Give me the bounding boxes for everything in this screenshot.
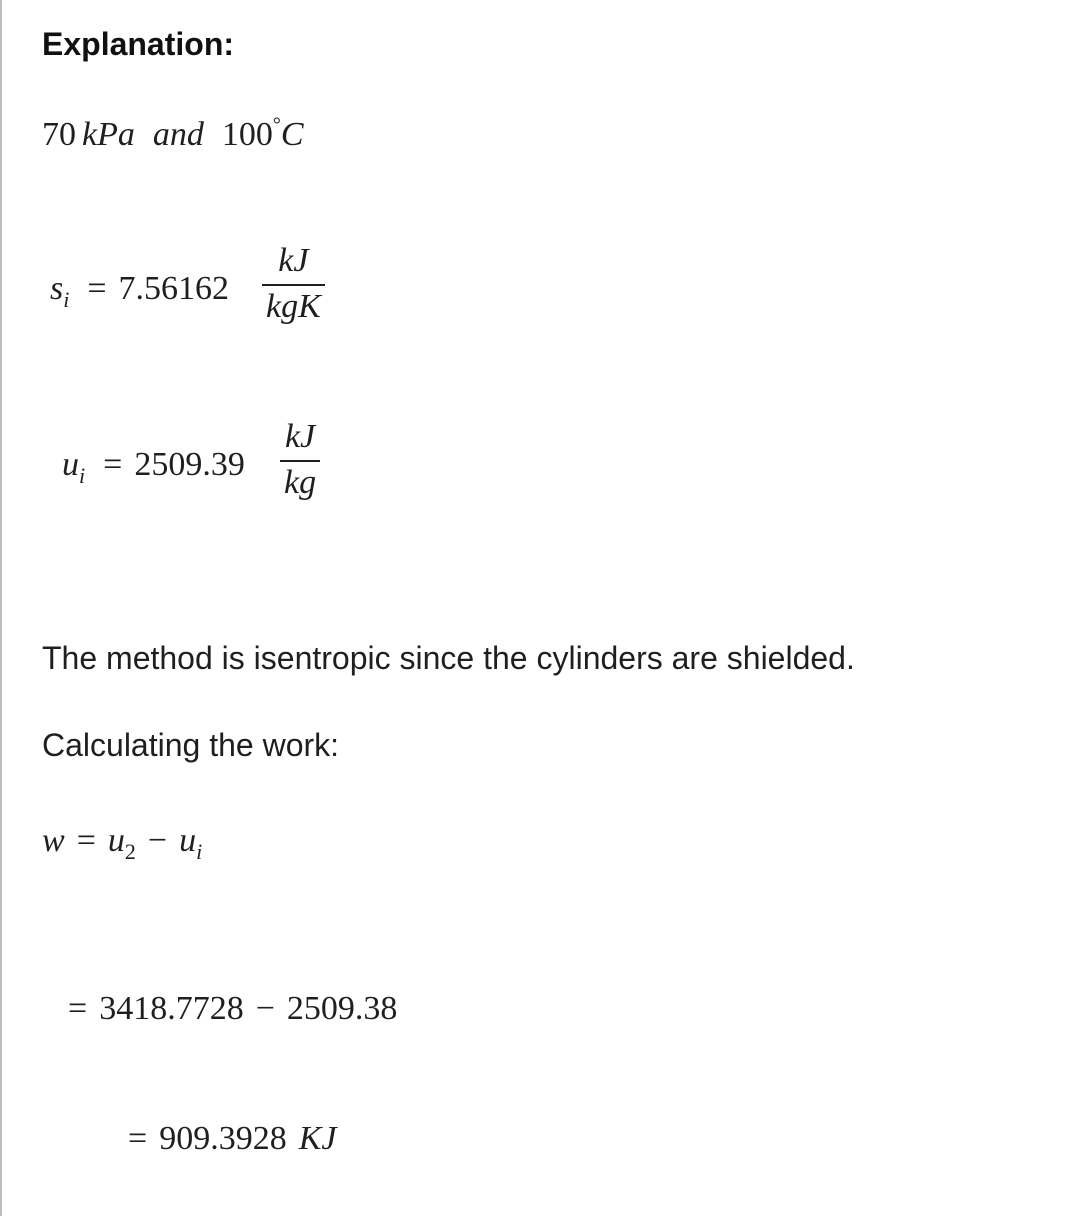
entropy-unit-fraction	[262, 242, 325, 326]
work-minus: −	[147, 822, 168, 859]
entropy-equation	[50, 270, 230, 312]
step1-minus: −	[255, 990, 275, 1027]
entropy-subscript: i	[63, 287, 70, 312]
initial-energy-subscript: i	[196, 839, 203, 864]
internal-energy-unit-denominator: kg	[284, 464, 317, 501]
entropy-unit-numerator: kJ	[278, 242, 309, 279]
entropy-value: 7.56162	[118, 270, 230, 307]
internal-energy-unit-fraction	[280, 418, 320, 502]
step2-equals: =	[128, 1120, 148, 1157]
initial-energy-symbol: u	[179, 822, 197, 859]
work-result: 909.3928	[159, 1120, 287, 1157]
degree-symbol: °	[272, 114, 281, 136]
internal-energy-equation	[62, 446, 245, 488]
work-result-unit: KJ	[298, 1120, 337, 1157]
heading: Explanation:	[42, 26, 235, 62]
internal-energy-value: 2509.39	[134, 446, 245, 483]
step1-term-b: 2509.38	[286, 990, 398, 1027]
entropy-equals: =	[87, 270, 107, 307]
internal-energy-unit-numerator: kJ	[284, 418, 316, 455]
final-energy-symbol: u	[107, 822, 125, 859]
work-step-1	[68, 990, 397, 1028]
temperature-unit: C	[280, 116, 304, 153]
final-energy-subscript: 2	[124, 839, 136, 864]
left-border	[0, 0, 2, 1216]
work-symbol: w	[42, 822, 65, 859]
pressure-unit: kPa	[82, 116, 135, 153]
work-step-2	[128, 1120, 336, 1158]
isentropic-statement: The method is isentropic since the cylinders are shielded.	[42, 640, 855, 676]
joiner-text: and	[152, 116, 204, 153]
work-equals: =	[76, 822, 96, 859]
pressure-value: 70	[42, 116, 76, 153]
internal-energy-subscript: i	[79, 463, 86, 488]
step1-equals: =	[68, 990, 88, 1027]
work-equation	[42, 822, 203, 864]
internal-energy-symbol: u	[62, 446, 79, 483]
entropy-symbol: s	[50, 270, 64, 307]
internal-energy-equals: =	[103, 446, 123, 483]
conditions-line	[42, 116, 304, 154]
calculation-label: Calculating the work:	[42, 727, 340, 763]
entropy-unit-denominator: kgK	[266, 288, 321, 325]
step1-term-a: 3418.7728	[99, 990, 244, 1027]
temperature-value: 100	[221, 116, 273, 153]
